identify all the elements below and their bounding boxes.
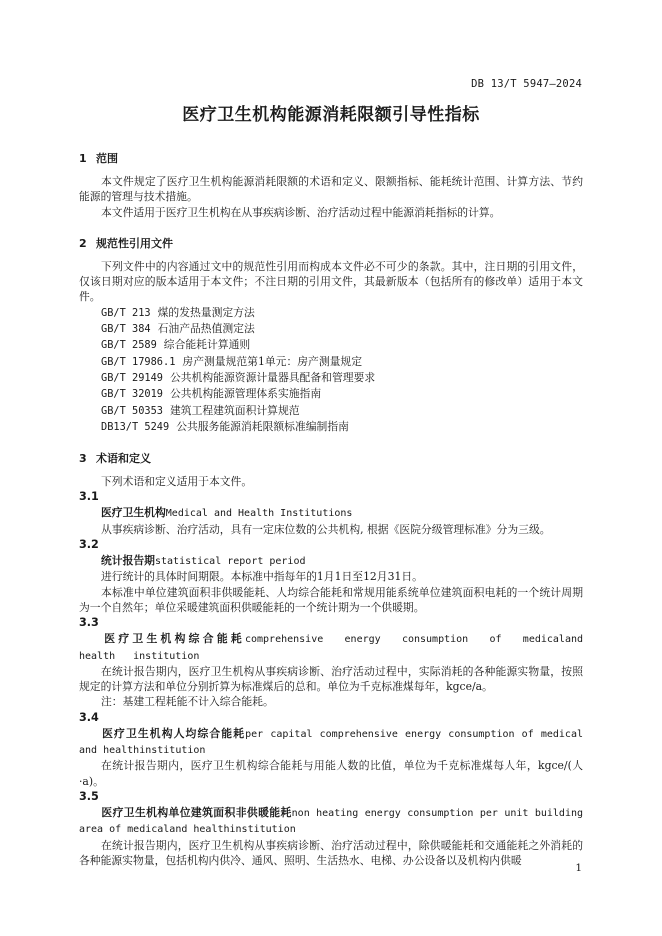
- term-name-en: non heating energy consumption per unit building area of medicaland healthinstitution: [79, 807, 584, 836]
- reference-code: GB/T 29149: [101, 371, 163, 384]
- reference-code: GB/T 2589: [101, 339, 157, 352]
- term-name-en: Medical and Health Institutions: [165, 508, 353, 520]
- reference-code: GB/T 384: [101, 323, 151, 336]
- term-number: 3.5: [79, 789, 99, 803]
- reference-code: DB13/T 5249: [101, 420, 170, 433]
- reference-title: 建筑工程建筑面积计算规范: [170, 403, 300, 417]
- reference-item: [79, 305, 583, 321]
- term-definition: 在统计报告期内，医疗卫生机构从事疾病诊断、治疗活动过程中，实际消耗的各种能源实物量，按照规定的计算方法和单位分别折算为标准煤后的总和。单位为千克标准煤每年，kgce/a。: [79, 664, 583, 694]
- term-number: 3.4: [79, 710, 99, 724]
- reference-item: [79, 321, 583, 337]
- term-definition: 在统计报告期内，医疗卫生机构综合能耗与用能人数的比值，单位为千克标准煤每人年，kgce/(人·a)。: [79, 759, 583, 788]
- section-title: 术语和定义: [96, 452, 151, 466]
- term-definition-extra: 本标准中单位建筑面积非供暖能耗、人均综合能耗和常规用能系统单位建筑面积电耗的一个统计周期为一个自然年；单位采暖建筑面积供暖能耗的一个统计期为一个供暖期。: [79, 585, 583, 614]
- reference-item: [79, 337, 583, 353]
- term-name-cn: 医疗卫生机构人均综合能耗: [101, 726, 246, 740]
- paragraph: 下列文件中的内容通过文中的规范性引用而构成本文件必不可少的条款。其中，注日期的引用文件，仅该日期对应的版本适用于本文件；不注日期的引用文件，其最新版本（包括所有的修改单）适用于本文件。: [79, 259, 583, 304]
- section-number: 1: [79, 152, 87, 165]
- term-definition: 从事疾病诊断、治疗活动，具有一定床位数的公共机构, 根据《医院分级管理标准》分为三级。: [101, 522, 551, 536]
- term-number: 3.1: [79, 490, 99, 504]
- reference-code: GB/T 17986.1: [101, 355, 176, 368]
- term-number: 3.3: [79, 616, 99, 630]
- reference-title: 公共机构能源管理体系实施指南: [170, 387, 322, 401]
- term-name: [79, 553, 583, 569]
- reference-title: 公共服务能源消耗限额标准编制指南: [176, 419, 349, 433]
- section-number: 3: [79, 452, 87, 466]
- term-name-en: comprehensive energy consumption of medicaland health institution: [79, 634, 583, 662]
- reference-item: [79, 370, 583, 386]
- term-name-en: per capital comprehensive energy consumption of medical and healthinstitution: [79, 728, 583, 757]
- term-name-cn: 医疗卫生机构单位建筑面积非供暖能耗: [101, 805, 292, 819]
- reference-code: GB/T 32019: [101, 388, 163, 401]
- section-number: 2: [79, 236, 87, 250]
- document-body: [79, 150, 583, 868]
- paragraph: 本文件适用于医疗卫生机构在从事疾病诊断、治疗活动过程中能源消耗指标的计算。: [101, 205, 501, 219]
- document-title: 医疗卫生机构能源消耗限额引导性指标: [182, 105, 480, 125]
- reference-list: [79, 305, 583, 435]
- section-heading-normative-references: [79, 235, 583, 252]
- term-name: [79, 726, 583, 759]
- term-name-en: statistical report period: [154, 556, 306, 568]
- reference-title: 公共机构能源资源计量器具配备和管理要求: [170, 370, 376, 384]
- reference-item: [79, 354, 583, 370]
- section-heading-scope: [79, 150, 583, 167]
- reference-title: 房产测量规范第1单元：房产测量规定: [182, 354, 363, 368]
- reference-title: 煤的发热量测定方法: [157, 305, 255, 319]
- section-heading-terms-and-definitions: [79, 450, 583, 467]
- paragraph: 下列术语和定义适用于本文件。: [101, 475, 253, 489]
- reference-item: [79, 386, 583, 402]
- term-definition: 进行统计的具体时间期限。本标准中指每年的1月1日至12月31日。: [101, 570, 423, 584]
- term-definition: 在统计报告期内，医疗卫生机构从事疾病诊断、治疗活动过程中，除供暖能耗和交通能耗之外消耗的各种能源实物量，包括机构内供冷、通风、照明、生活热水、电梯、办公设备以及机构内供暖: [79, 838, 583, 867]
- term-number: 3.2: [79, 538, 99, 552]
- reference-code: GB/T 213: [101, 306, 151, 319]
- paragraph: 本文件规定了医疗卫生机构能源消耗限额的术语和定义、限额指标、能耗统计范围、计算方法、节约能源的管理与技术措施。: [79, 175, 583, 204]
- term-name: [79, 805, 583, 838]
- term-note: 注：基建工程耗能不计入综合能耗。: [101, 695, 274, 709]
- reference-title: 石油产品热值测定法: [157, 322, 255, 336]
- term-name-cn: 医疗卫生机构: [101, 506, 166, 520]
- reference-item: [79, 403, 583, 419]
- term-name: [79, 631, 583, 664]
- reference-title: 综合能耗计算通则: [163, 338, 251, 352]
- term-name: [79, 505, 583, 521]
- term-name-cn: 医疗卫生机构综合能耗: [101, 632, 245, 646]
- reference-item: [79, 419, 583, 435]
- reference-code: GB/T 50353: [101, 404, 163, 417]
- section-title: 范围: [96, 152, 118, 165]
- standard-code: DB 13/T 5947—2024: [471, 78, 582, 90]
- term-name-cn: 统计报告期: [101, 554, 155, 568]
- section-title: 规范性引用文件: [96, 236, 173, 250]
- page-number: 1: [575, 862, 582, 874]
